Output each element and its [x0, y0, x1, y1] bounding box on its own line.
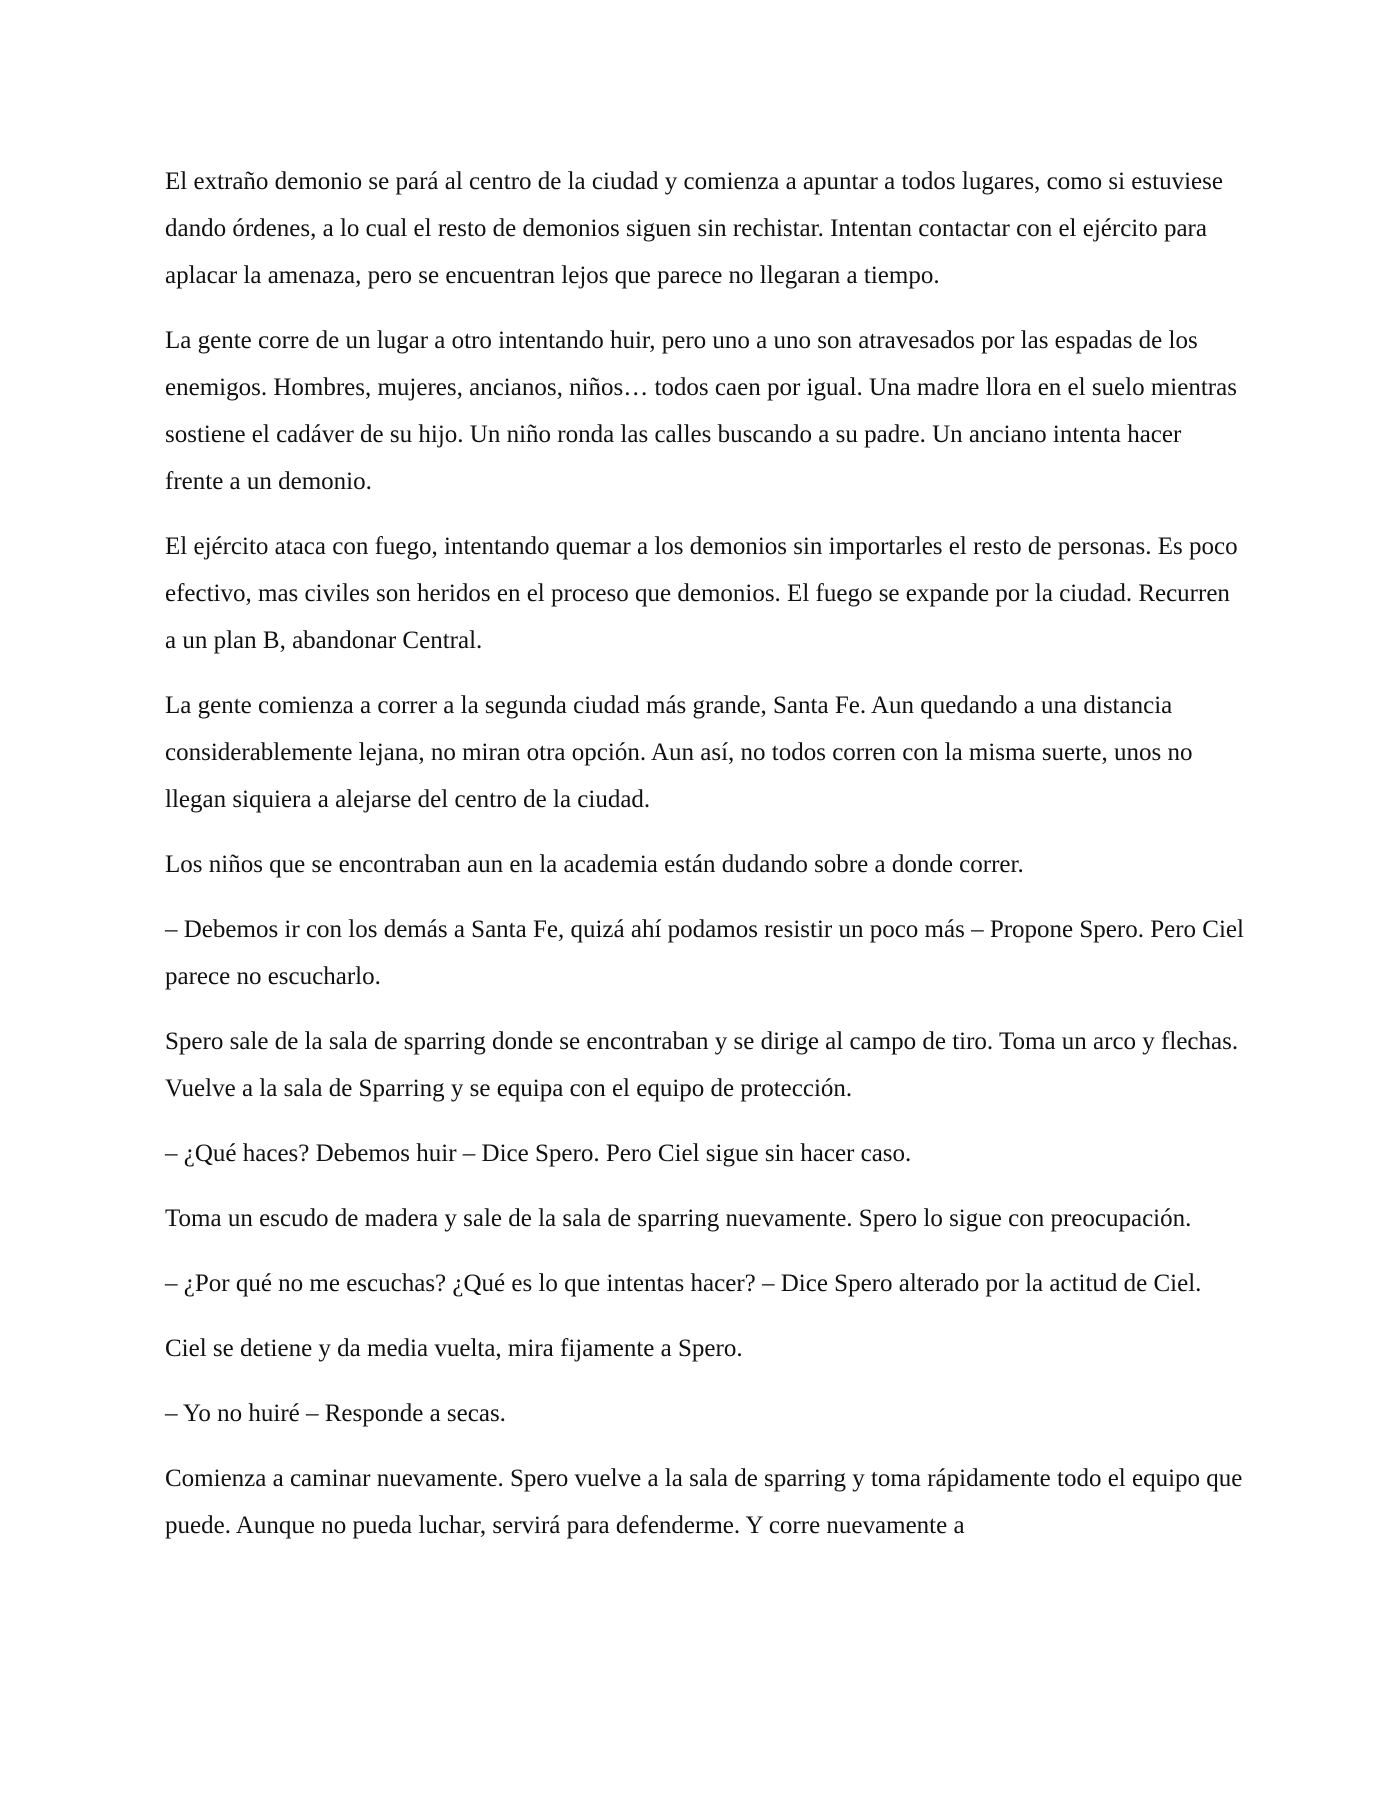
paragraph: La gente comienza a correr a la segunda ciudad más grande, Santa Fe. Aun quedando a una distancia considerablemente lejana, no miran otra opción. Aun así, no todos corren con la misma suerte, unos no llegan siquiera a alejarse del centro de la ciudad.: [165, 692, 1193, 813]
paragraph: Ciel se detiene y da media vuelta, mira fijamente a Spero.: [165, 1335, 743, 1362]
paragraph: – ¿Qué haces? Debemos huir – Dice Spero. Pero Ciel sigue sin hacer caso.: [165, 1140, 912, 1167]
paragraph: Comienza a caminar nuevamente. Spero vuelve a la sala de sparring y toma rápidamente todo el equipo que puede. Aunque no pueda luchar, servirá para defenderme. Y corre nuevamente a: [165, 1465, 1243, 1539]
paragraph: Los niños que se encontraban aun en la academia están dudando sobre a donde correr.: [165, 851, 1024, 878]
paragraph: – Debemos ir con los demás a Santa Fe, quizá ahí podamos resistir un poco más – Propone Spero. Pero Ciel parece no escucharlo.: [165, 916, 1244, 990]
paragraph: – Yo no huiré – Responde a secas.: [165, 1400, 506, 1427]
paragraph: Toma un escudo de madera y sale de la sala de sparring nuevamente. Spero lo sigue con preocupación.: [165, 1205, 1192, 1232]
paragraph: El extraño demonio se pará al centro de la ciudad y comienza a apuntar a todos lugares, como si estuviese dando órdenes, a lo cual el resto de demonios siguen sin rechistar. Intentan contactar con el ejército para aplacar la amenaza, pero se encuentran lejos que parece no llegaran a tiempo.: [165, 168, 1223, 289]
paragraph: La gente corre de un lugar a otro intentando huir, pero uno a uno son atravesados por las espadas de los enemigos. Hombres, mujeres, ancianos, niños… todos caen por igual. Una madre llora en el suelo mientras sostiene el cadáver de su hijo. Un niño ronda las calles buscando a su padre. Un anciano intenta hacer frente a un demonio.: [165, 327, 1237, 495]
document-body: [165, 158, 1245, 1567]
paragraph: El ejército ataca con fuego, intentando quemar a los demonios sin importarles el resto de personas. Es poco efectivo, mas civiles son heridos en el proceso que demonios. El fuego se expande por la ciudad. Recurren a un plan B, abandonar Central.: [165, 533, 1238, 654]
paragraph: – ¿Por qué no me escuchas? ¿Qué es lo que intentas hacer? – Dice Spero alterado por la actitud de Ciel.: [165, 1270, 1202, 1297]
paragraph: Spero sale de la sala de sparring donde se encontraban y se dirige al campo de tiro. Toma un arco y flechas. Vuelve a la sala de Sparring y se equipa con el equipo de protección.: [165, 1028, 1239, 1102]
